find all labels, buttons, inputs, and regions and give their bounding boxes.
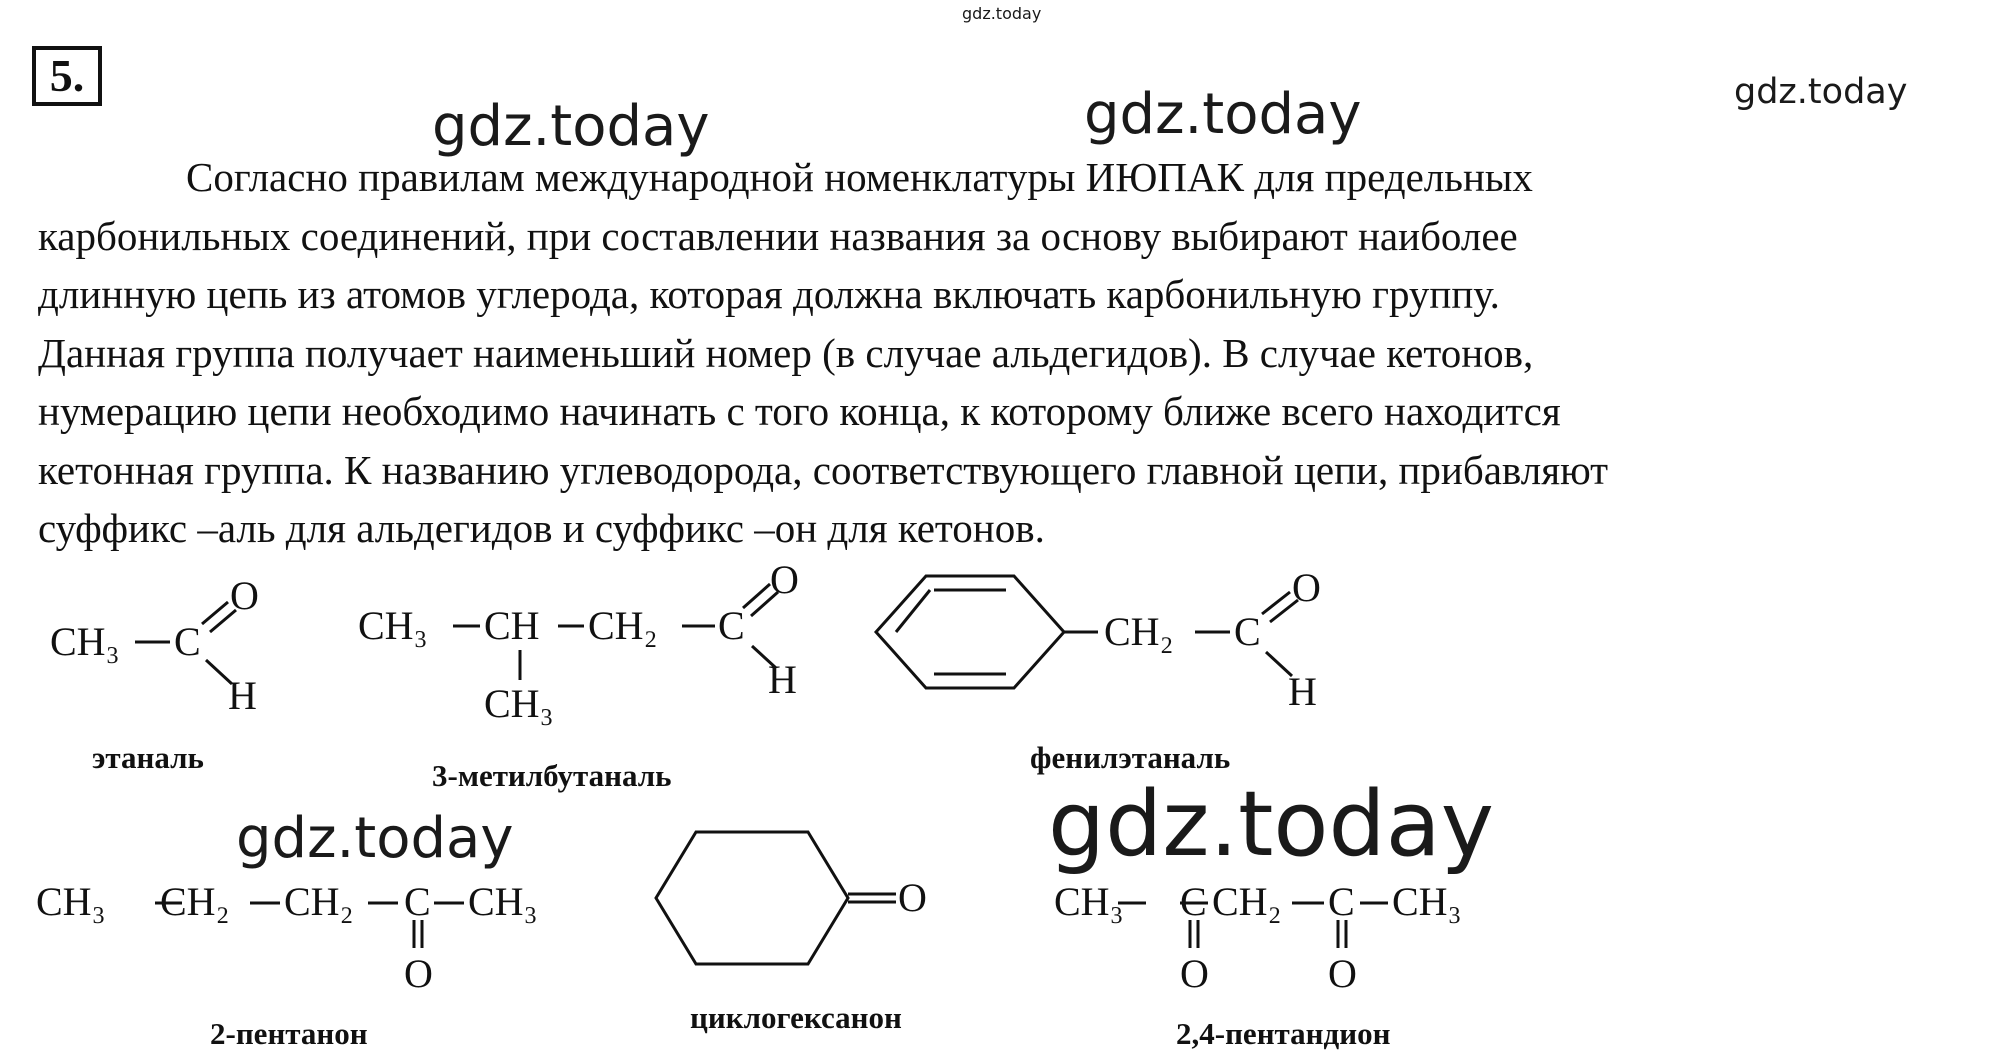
ethanal-hydrogen: H [228,673,257,718]
methylbutanal-ch2: CH₂ [588,603,658,648]
methylbutanal-hydrogen: H [768,657,797,702]
paragraph-line-6: кетонная группа. К названию углеводорода, соответствующего главной цепи, прибавляют [38,446,1609,493]
watermark-mid-left: gdz.today [236,806,514,871]
paragraph-line-2: карбонильных соединений, при составлении названия за основу выбирают наиболее [38,212,1518,259]
phenylethanal-oxygen: O [1292,565,1321,610]
pentanedione-ch2: CH₂ [1212,879,1282,924]
watermark-header-right: gdz.today [1734,72,1908,112]
pentanone-ch3-left: CH₃ [36,879,106,924]
ethanal-oxygen: O [230,573,259,618]
pentanedione-carbon-first: C [1180,879,1207,924]
pentanedione-caption: 2,4-пентандион [1176,1016,1391,1051]
methylbutanal-branch-ch3: CH₃ [484,681,554,726]
pentanedione-carbon-second: C [1328,879,1355,924]
pentanone-ch3-right: CH₃ [468,879,538,924]
methylbutanal-oxygen: O [770,557,799,602]
cyclohexanone-oxygen: O [898,875,927,920]
pentanedione-oxygen-second: O [1328,951,1357,996]
pentanedione-ch3-left: CH₃ [1054,879,1124,924]
phenylethanal-ch2: CH₂ [1104,609,1174,654]
methylbutanal-ch3: CH₃ [358,603,428,648]
methylbutanal-ch: CH [484,603,540,648]
paragraph-line-5: нумерацию цепи необходимо начинать с того конца, к которому ближе всего находится [38,388,1561,434]
pentanone-ch2-first: CH₂ [160,879,230,924]
watermark-header-center: gdz.today [1084,82,1362,147]
pentanedione-ch3-right: CH₃ [1392,879,1462,924]
pentanone-oxygen: O [404,951,433,996]
ethanal-carbon: C [174,619,201,664]
phenylethanal-hydrogen: H [1288,669,1317,714]
paragraph-line-4: Данная группа получает наименьший номер (в случае альдегидов). В случае кетонов, [38,329,1534,376]
paragraph-line-1: Согласно правилам международной номенклатуры ИЮПАК для предельных [186,154,1533,200]
ethanal-caption: этаналь [92,740,204,775]
methylbutanal-caption: 3-метилбутаналь [432,758,672,793]
methylbutanal-carbon: C [718,603,745,648]
phenylethanal-caption: фенилэтаналь [1030,740,1231,775]
watermark-header-left: gdz.today [432,94,710,159]
pentanone-ch2-second: CH₂ [284,879,354,924]
cyclohexanone-caption: циклогексанон [690,1000,902,1035]
paragraph-line-3: длинную цепь из атомов углерода, которая должна включать карбонильную группу. [38,271,1500,317]
watermark-top-small: gdz.today [962,4,1042,23]
task-number: 5. [32,46,102,106]
pentanone-carbon: C [404,879,431,924]
ethanal-ch3: CH₃ [50,619,120,664]
pentanone-caption: 2-пентанон [210,1016,368,1051]
pentanedione-oxygen-first: O [1180,951,1209,996]
watermark-mid-right: gdz.today [1048,772,1495,877]
phenylethanal-carbon: C [1234,609,1261,654]
paragraph-line-7: суффикс –аль для альдегидов и суффикс –он для кетонов. [38,505,1045,551]
